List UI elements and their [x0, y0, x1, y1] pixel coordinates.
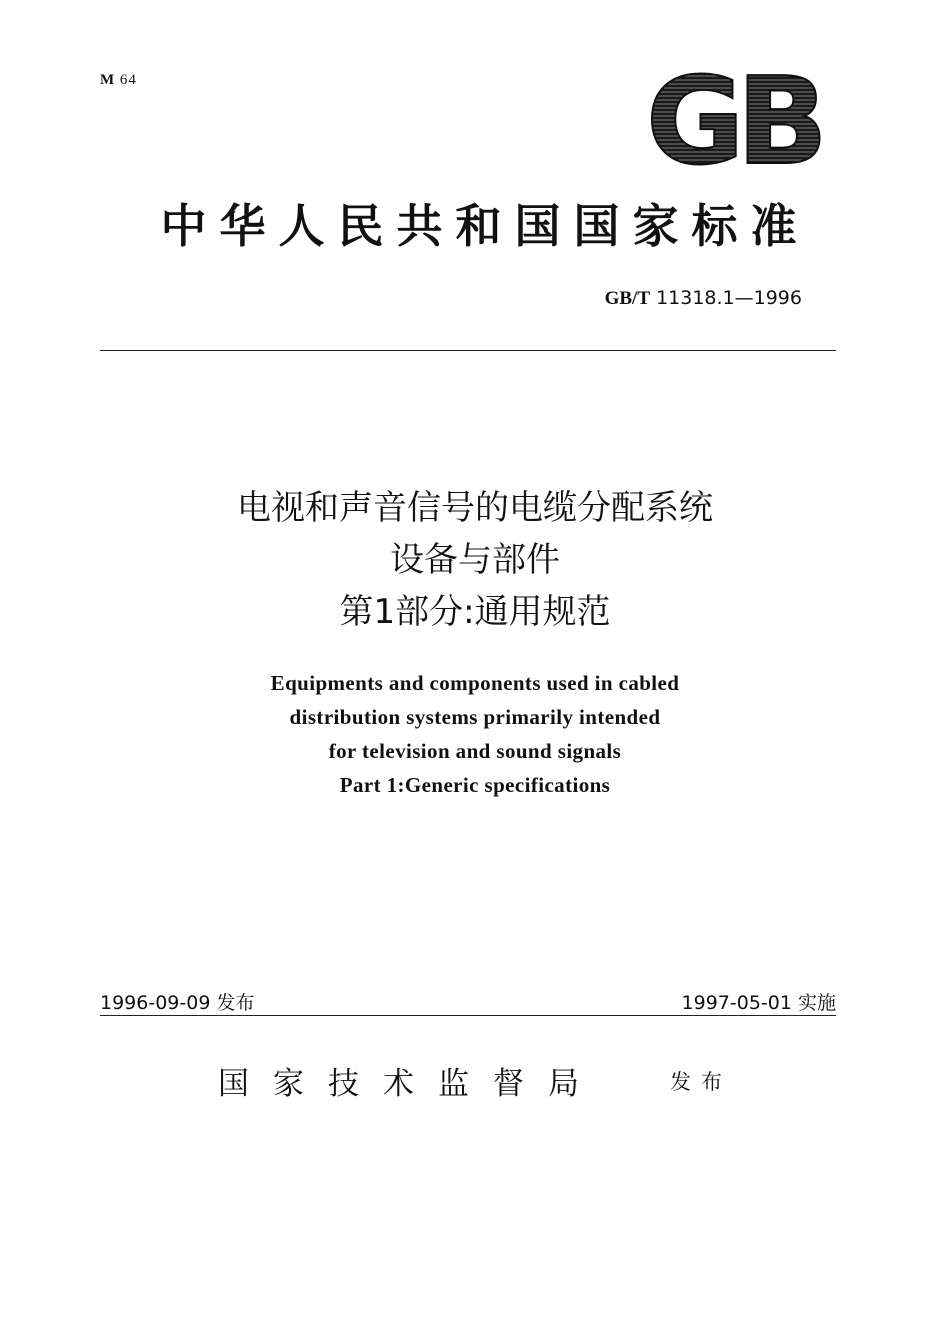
- issuing-authority: 国家技术监督局: [218, 1066, 603, 1102]
- chinese-title-line-1: 电视和声音信号的电缆分配系统: [237, 488, 713, 528]
- chinese-title-line-2: 设备与部件: [390, 540, 560, 580]
- standard-number: [605, 287, 802, 310]
- english-title-line-2: distribution systems primarily intended: [289, 705, 661, 729]
- english-title-line-3: for television and sound signals: [328, 739, 622, 763]
- standard-number-prefix: GB/T: [604, 288, 651, 309]
- english-title-line-4: Part 1:Generic specifications: [339, 773, 611, 797]
- gb-logo-text: GB: [646, 66, 820, 172]
- top-divider: [100, 350, 836, 351]
- issue-date: 1996-09-09 发布: [100, 992, 255, 1014]
- english-title: [0, 666, 950, 802]
- english-title-line-1: Equipments and components used in cabled: [270, 671, 680, 695]
- standard-title: 中华人民共和国国家标准: [160, 199, 810, 253]
- implementation-date: 1997-05-01 实施: [681, 992, 836, 1014]
- standard-number-value: 11318.1—1996: [656, 287, 802, 309]
- chinese-title: [0, 482, 950, 638]
- gb-logo: [636, 66, 830, 172]
- classification-letter: M: [100, 72, 116, 88]
- issued-label: 发布: [670, 1070, 732, 1094]
- classification-code: [100, 72, 137, 89]
- bottom-divider: [100, 1015, 836, 1016]
- chinese-title-line-3: 第1部分:通用规范: [339, 592, 611, 632]
- classification-number: 64: [119, 72, 137, 88]
